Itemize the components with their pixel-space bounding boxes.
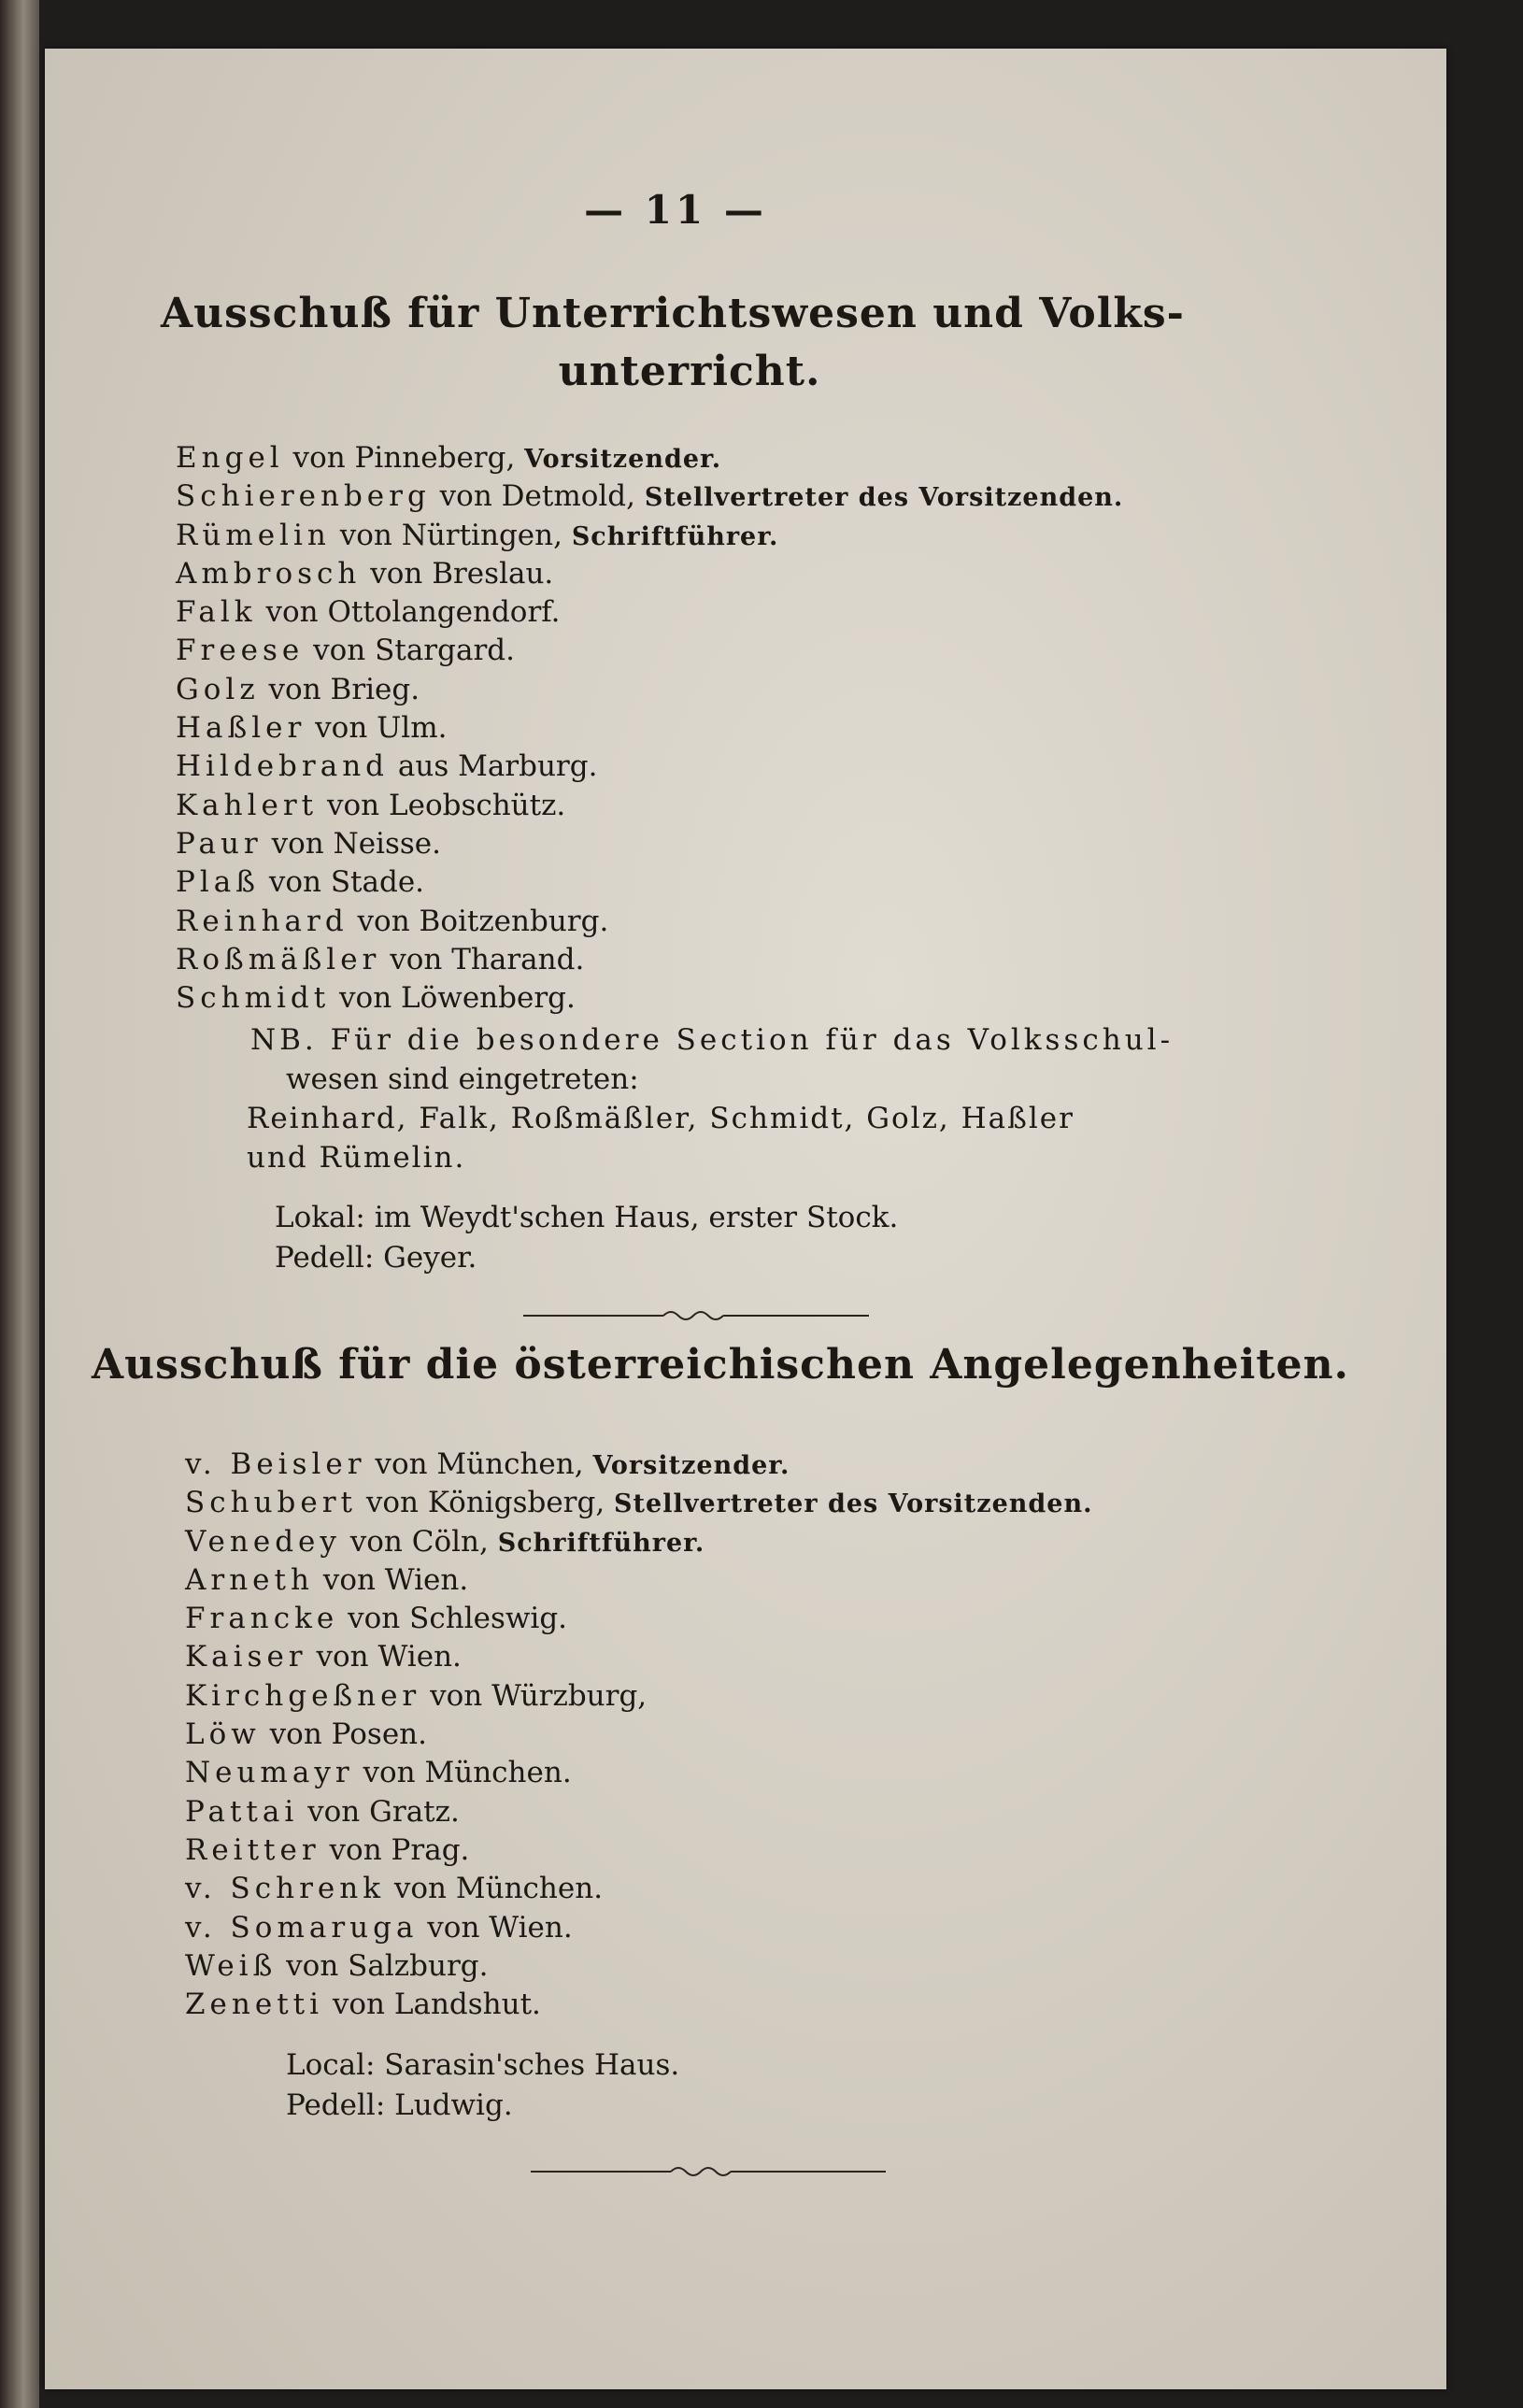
member-name: Falk <box>176 595 257 630</box>
member-name: Pattai <box>185 1794 299 1829</box>
member-place: von Wien. <box>313 1562 469 1597</box>
list-item <box>176 787 1123 825</box>
member-place: von Detmold, <box>430 479 645 514</box>
section2-title: Ausschuß für die österreichischen Angelegenheiten. <box>92 1341 1349 1389</box>
list-item <box>176 941 1123 979</box>
member-place: von Landshut. <box>323 1988 541 2022</box>
member-place: von Prag. <box>320 1832 470 1867</box>
member-place: von Breslau. <box>361 556 554 591</box>
list-item <box>185 1754 1092 1792</box>
member-place: von Salzburg. <box>277 1948 489 1983</box>
member-place: von Nürtingen, <box>330 518 572 552</box>
member-name: Ambrosch <box>176 556 362 591</box>
member-place: von Tharand. <box>380 942 585 976</box>
nb-note-line3: Reinhard, Falk, Roßmäßler, Schmidt, Golz, Haßler <box>247 1102 1075 1135</box>
member-role: Stellvertreter des Vorsitzenden. <box>614 1489 1093 1519</box>
nb-note-line2: wesen sind eingetreten: <box>286 1062 639 1096</box>
member-name: Francke <box>185 1602 339 1636</box>
member-name: Rümelin <box>176 518 331 552</box>
member-name: Haßler <box>176 711 306 746</box>
list-item <box>176 748 1123 786</box>
member-place: von München, <box>365 1447 593 1481</box>
member-name: Kaiser <box>185 1640 307 1674</box>
list-item <box>176 517 1123 555</box>
member-name: v. Schrenk <box>185 1872 386 1906</box>
list-item <box>176 593 1123 632</box>
member-role: Stellvertreter des Vorsitzenden. <box>644 483 1124 513</box>
list-item <box>185 1793 1092 1831</box>
member-place: von Posen. <box>260 1717 427 1752</box>
member-role: Vorsitzender. <box>524 445 722 474</box>
list-item <box>185 1909 1092 1947</box>
list-item <box>176 863 1123 902</box>
member-name: Neumayr <box>185 1756 354 1790</box>
member-name: v. Beisler <box>185 1447 366 1481</box>
member-role: Schriftführer. <box>571 521 779 551</box>
member-place: aus Marburg. <box>389 749 598 784</box>
member-role: Schriftführer. <box>497 1528 705 1558</box>
member-name: v. Somaruga <box>185 1910 419 1945</box>
member-name: Golz <box>176 672 260 706</box>
list-item <box>185 1484 1092 1522</box>
nb-note-line1: NB. Für die besondere Section für das Volksschul- <box>250 1023 1174 1057</box>
member-place: von Ulm. <box>306 711 448 746</box>
list-item <box>176 439 1123 477</box>
list-item <box>176 555 1123 593</box>
member-place: von Löwenberg. <box>330 981 576 1016</box>
page-number: — 11 — <box>584 187 767 233</box>
section2-location: Local: Sarasin'sches Haus. <box>286 2048 680 2082</box>
book-spine-edge <box>0 0 39 2408</box>
member-name: Reinhard <box>176 904 349 938</box>
member-name: Plaß <box>176 865 260 900</box>
list-item <box>185 1716 1092 1754</box>
list-item <box>185 1600 1092 1638</box>
member-name: Schierenberg <box>176 479 431 514</box>
member-name: Kirchgeßner <box>185 1678 421 1713</box>
list-item <box>185 1986 1092 2024</box>
member-place: von Pinneberg, <box>283 441 525 475</box>
section1-member-list <box>176 439 1123 1018</box>
member-place: von Wien. <box>306 1640 462 1674</box>
member-place: von Ottolangendorf. <box>256 595 561 630</box>
list-item <box>185 1561 1092 1600</box>
member-name: Roßmäßler <box>176 942 381 976</box>
list-item <box>185 1523 1092 1561</box>
list-item <box>176 825 1123 863</box>
document-page <box>45 49 1446 2389</box>
member-name: Reitter <box>185 1832 320 1867</box>
member-place: von Neisse. <box>262 826 441 861</box>
section1-title-line1: Ausschuß für Unterrichtswesen und Volks- <box>161 290 1185 337</box>
list-item <box>176 903 1123 941</box>
section1-title-line2: unterricht. <box>558 348 821 395</box>
list-item <box>176 979 1123 1018</box>
member-name: Kahlert <box>176 788 319 822</box>
member-name: Engel <box>176 441 284 475</box>
list-item <box>185 1638 1092 1676</box>
member-name: Weiß <box>185 1948 278 1983</box>
member-place: von Stargard. <box>304 634 515 668</box>
list-item <box>185 1446 1092 1484</box>
member-place: von Cöln, <box>340 1524 498 1559</box>
member-name: Venedey <box>185 1524 341 1559</box>
section2-member-list <box>185 1446 1092 2024</box>
section1-beadle: Pedell: Geyer. <box>275 1241 477 1275</box>
nb-note-line4: und Rümelin. <box>247 1141 466 1175</box>
member-place: von München. <box>353 1756 572 1790</box>
ornamental-divider <box>523 1306 869 1325</box>
ornamental-divider <box>531 2162 886 2181</box>
member-place: von Gratz. <box>298 1794 460 1829</box>
list-item <box>185 1947 1092 1986</box>
member-place: von München. <box>385 1872 604 1906</box>
member-place: von Leobschütz. <box>318 788 566 822</box>
list-item <box>176 632 1123 670</box>
member-place: von Würzburg, <box>420 1678 648 1713</box>
section2-beadle: Pedell: Ludwig. <box>286 2088 513 2122</box>
member-role: Vorsitzender. <box>592 1451 790 1480</box>
member-place: von Wien. <box>418 1910 573 1945</box>
member-place: von Brieg. <box>259 672 420 706</box>
list-item <box>185 1831 1092 1870</box>
member-place: von Königsberg, <box>357 1486 615 1520</box>
section1-location: Lokal: im Weydt'schen Haus, erster Stock. <box>275 1201 899 1234</box>
member-name: Löw <box>185 1717 261 1752</box>
list-item <box>176 671 1123 709</box>
member-name: Schmidt <box>176 981 331 1016</box>
list-item <box>176 709 1123 748</box>
list-item <box>185 1677 1092 1716</box>
member-name: Schubert <box>185 1486 357 1520</box>
member-place: von Stade. <box>259 865 425 900</box>
member-name: Freese <box>176 634 305 668</box>
member-name: Paur <box>176 826 263 861</box>
member-place: von Boitzenburg. <box>348 904 609 938</box>
list-item <box>185 1870 1092 1908</box>
member-name: Zenetti <box>185 1988 324 2022</box>
member-place: von Schleswig. <box>338 1602 568 1636</box>
member-name: Hildebrand <box>176 749 390 784</box>
member-name: Arneth <box>185 1562 314 1597</box>
list-item <box>176 477 1123 516</box>
